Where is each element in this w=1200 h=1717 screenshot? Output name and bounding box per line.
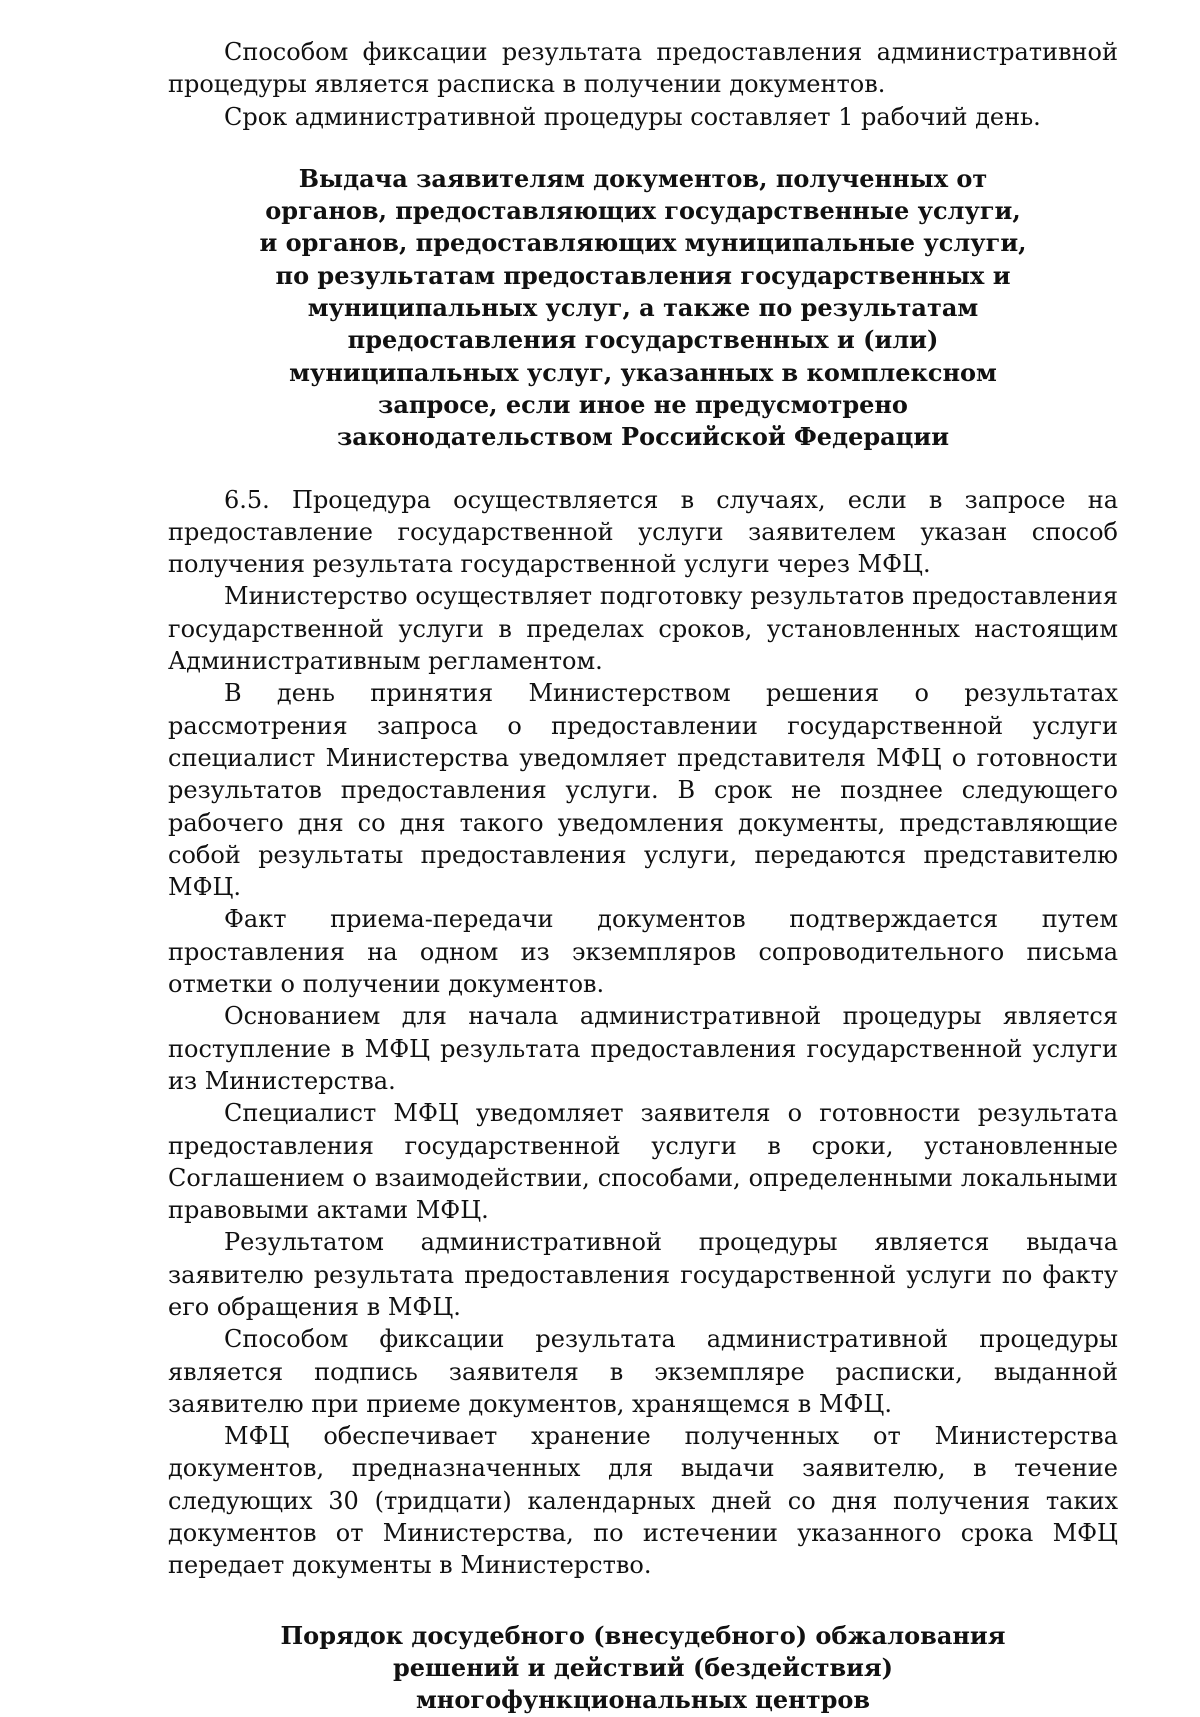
- section-heading: Выдача заявителям документов, полученных от органов, предоставляющих государственные услуги, и органов, предоставляющих муниципальные услуги, по результатам предоставления государственных и муниципальных услуг, а также по результатам предоставления государственных и (или) муниципальных услуг, указанных в комплексном запросе, если иное не предусмотрено законодательством Российской Федерации: [259, 163, 1027, 452]
- paragraph: Основанием для начала административной процедуры является поступление в МФЦ результата предоставления государственной услуги из Министерства.: [168, 1002, 1118, 1095]
- paragraph: Специалист МФЦ уведомляет заявителя о готовности результата предоставления государственной услуги в сроки, установленные Соглашением о взаимодействии, способами, определенными локальными правовыми актами МФЦ.: [168, 1099, 1118, 1225]
- paragraph: 6.5. Процедура осуществляется в случаях, если в запросе на предоставление государственной услуги заявителем указан способ получения результата государственной услуги через МФЦ.: [168, 485, 1118, 579]
- paragraph: В день принятия Министерством решения о результатах рассмотрения запроса о предоставлении государственной услуги специалист Министерства уведомляет представителя МФЦ о готовности результатов предоставления услуги. В срок не позднее следующего рабочего дня со дня такого уведомления документы, представляющие собой результаты предоставления услуги, передаются представителю МФЦ.: [168, 679, 1118, 902]
- document-page: [168, 36, 1118, 1717]
- paragraph: Срок административной процедуры составляет 1 рабочий день.: [224, 102, 1041, 131]
- section-heading: Порядок досудебного (внесудебного) обжалования решений и действий (бездействия) многофункциональных центров: [280, 1620, 1006, 1715]
- paragraph: Способом фиксации результата предоставления административной процедуры является расписка в получении документов.: [168, 38, 1118, 99]
- paragraph: Результатом административной процедуры является выдача заявителю результата предоставления государственной услуги по факту его обращения в МФЦ.: [168, 1228, 1118, 1321]
- paragraph: Министерство осуществляет подготовку результатов предоставления государственной услуги в пределах сроков, установленных настоящим Административным регламентом.: [168, 582, 1118, 676]
- paragraph: Способом фиксации результата административной процедуры является подпись заявителя в экземпляре расписки, выданной заявителю при приеме документов, хранящемся в МФЦ.: [168, 1325, 1118, 1418]
- paragraph: МФЦ обеспечивает хранение полученных от Министерства документов, предназначенных для выдачи заявителю, в течение следующих 30 (тридцати) календарных дней со дня получения таких документов от Министерства, по истечении указанного срока МФЦ передает документы в Министерство.: [168, 1422, 1118, 1580]
- paragraph: Факт приема-передачи документов подтверждается путем проставления на одном из экземпляров сопроводительного письма отметки о получении документов.: [168, 905, 1118, 999]
